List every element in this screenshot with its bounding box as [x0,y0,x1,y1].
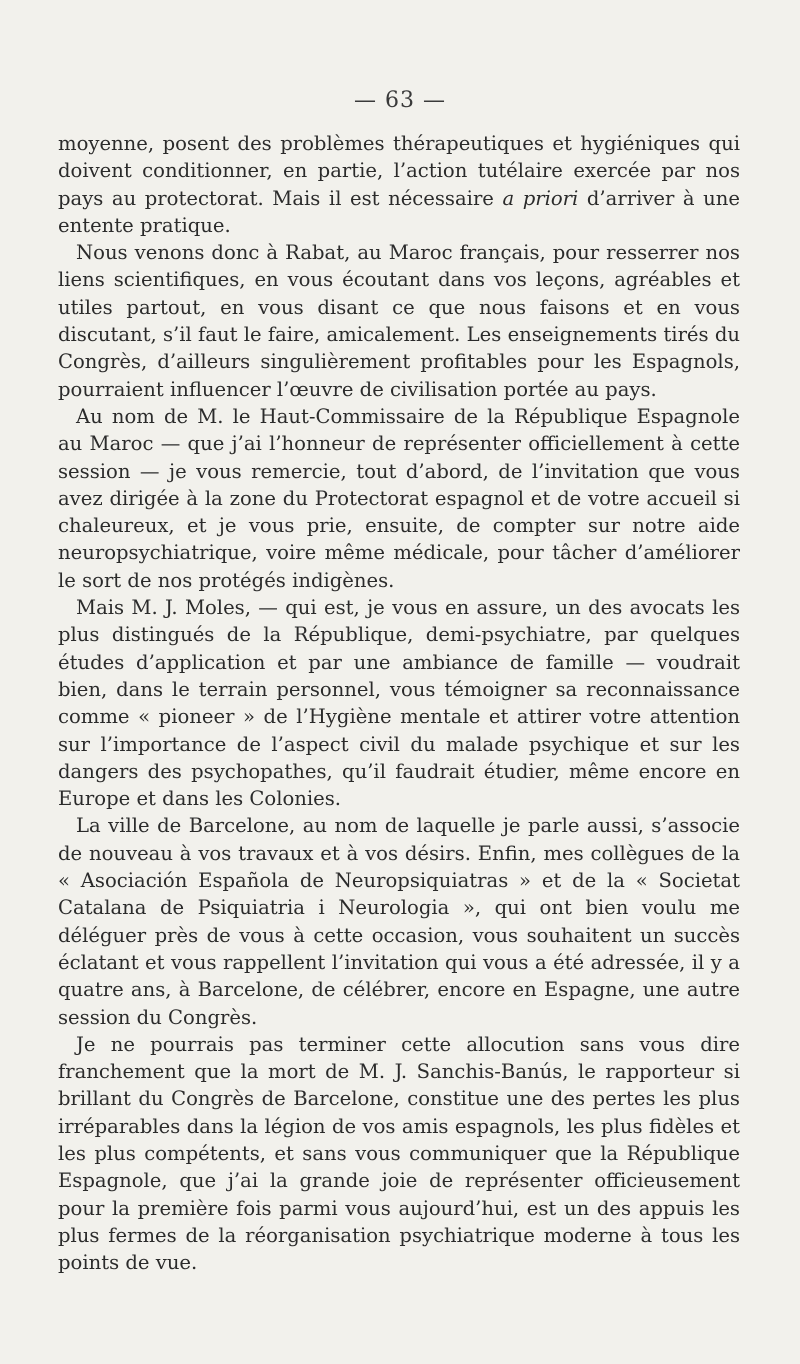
paragraph-6: Je ne pourrais pas terminer cette allocution sans vous dire franchement que la mort de M. J. Sanchis-Banús, le rapporteur si brillant du Congrès de Barcelone, constitue une des pertes les plus irréparables dans la légion de vos amis espagnols, les plus fidèles et les plus compétents, et sans vous communiquer que la République Espagnole, que j’ai la grande joie de représenter officieusement pour la première fois parmi vous aujourd’hui, est un des appuis les plus fermes de la réorganisation psychiatrique moderne à tous les points de vue. [58,1032,740,1275]
body-text [58,130,740,1276]
paragraph-5: La ville de Barcelone, au nom de laquelle je parle aussi, s’associe de nouveau à vos travaux et à vos désirs. Enfin, mes collègues de la « Asociación Española de Neuropsiquiatras » et de la « Societat Catalana de Psiquiatria i Neurologia », qui ont bien voulu me déléguer près de vous à cette occasion, vous souhaitent un succès éclatant et vous rappellent l’invitation qui vous a été adressée, il y a quatre ans, à Barcelone, de célébrer, encore en Espagne, une autre session du Congrès. [58,814,740,1029]
paragraph-1-text-start: moyenne, posent des problèmes thérapeutiques et hygiéniques qui doivent conditionner, en partie, l’action tutélaire exercée par nos pays au protectorat. Mais il est nécessaire [58,132,740,210]
paragraph-3: Au nom de M. le Haut-Commissaire de la République Espagnole au Maroc — que j’ai l’honneur de représenter officiellement à cette session — je vous remercie, tout d’abord, de l’invitation que vous avez dirigée à la zone du Protectorat espagnol et de votre accueil si chaleureux, et je vous prie, ensuite, de compter sur notre aide neuropsychiatrique, voire même médicale, pour tâcher d’améliorer le sort de nos protégés indigènes. [58,404,740,592]
a-priori-emphasis: a priori [502,186,579,210]
page-number: — 63 — [354,88,446,113]
paragraph-1 [58,130,740,239]
paragraph-4: Mais M. J. Moles, — qui est, je vous en assure, un des avocats les plus distingués de la République, demi-psychiatre, par quelques études d’application et par une ambiance de famille — voudrait bien, dans le terrain personnel, vous témoigner sa reconnaissance comme « pioneer » de l’Hygiène mentale et attirer votre attention sur l’importance de l’aspect civil du malade psychique et sur les dangers des psychopathes, qu’il faudrait étudier, même encore en Europe et dans les Colonies. [58,596,740,811]
paragraph-2: Nous venons donc à Rabat, au Maroc français, pour resserrer nos liens scientifiques, en vous écoutant dans vos leçons, agréables et utiles partout, en vous disant ce que nous faisons et en vous discutant, s’il faut le faire, amicalement. Les enseignements tirés du Congrès, d’ailleurs singulièrement profitables pour les Espagnols, pourraient influencer l’œuvre de civilisation portée au pays. [58,241,740,401]
paragraph-1-text-end: d’arriver à une entente pratique. [58,186,741,237]
